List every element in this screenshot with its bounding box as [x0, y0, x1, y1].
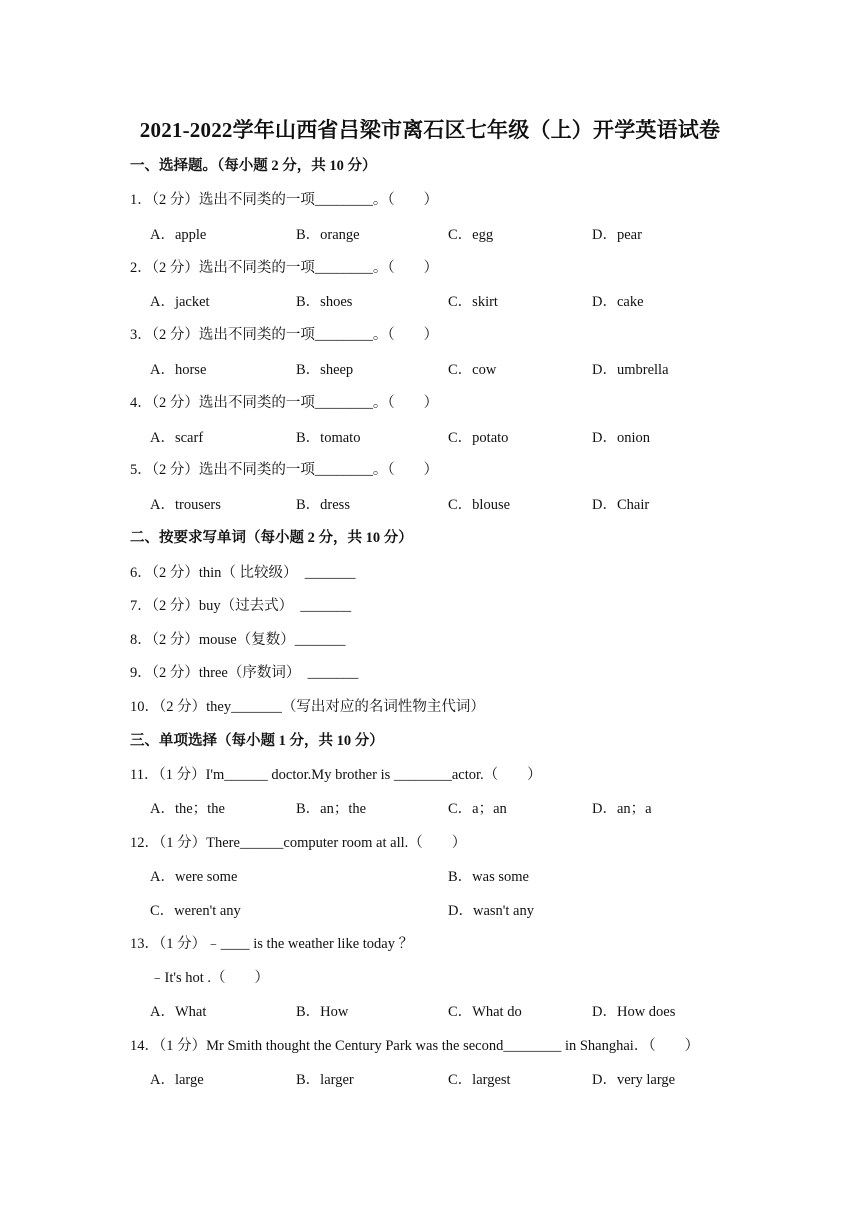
option-1a: A．apple: [150, 227, 207, 243]
option-12c: C．weren't any: [150, 903, 241, 919]
option-13b: B．How: [296, 1004, 349, 1020]
question-11: 11．（1 分）I'm______ doctor.My brother is ________actor.（ ）: [130, 767, 542, 783]
option-14b: B．larger: [296, 1072, 354, 1088]
question-8: 8．（2 分）mouse（复数）_______: [130, 632, 346, 648]
question-3: 3．（2 分）选出不同类的一项________。（ ）: [130, 327, 439, 343]
option-13d: D．How does: [592, 1004, 676, 1020]
option-12d: D．wasn't any: [448, 903, 534, 919]
option-5c: C．blouse: [448, 497, 511, 513]
option-11d: D．an；a: [592, 801, 652, 817]
question-13: 13．（1 分）﹣____ is the weather like today ？: [130, 936, 414, 952]
option-11b: B．an；the: [296, 801, 367, 817]
question-10: 10．（2 分）they_______（写出对应的名词性物主代词）: [130, 699, 485, 715]
option-12a: A．were some: [150, 869, 238, 885]
option-2d: D．cake: [592, 294, 644, 310]
option-1c: C．egg: [448, 227, 494, 243]
option-5d: D．Chair: [592, 497, 650, 513]
option-2a: A．jacket: [150, 294, 210, 310]
question-9: 9．（2 分）three（序数词） _______: [130, 665, 359, 681]
option-2c: C．skirt: [448, 294, 498, 310]
option-4c: C．potato: [448, 430, 509, 446]
section-heading-3: 三、单项选择（每小题 1 分，共 10 分）: [130, 733, 384, 749]
option-1d: D．pear: [592, 227, 642, 243]
question-5: 5．（2 分）选出不同类的一项________。（ ）: [130, 462, 439, 478]
option-13c: C．What do: [448, 1004, 522, 1020]
section-heading-1: 一、选择题。（每小题 2 分，共 10 分）: [130, 158, 377, 174]
page-title: 2021-2022学年山西省吕梁市离石区七年级（上）开学英语试卷: [139, 118, 721, 142]
option-14c: C．largest: [448, 1072, 511, 1088]
option-3c: C．cow: [448, 362, 497, 378]
option-3a: A．horse: [150, 362, 207, 378]
option-1b: B．orange: [296, 227, 360, 243]
option-5a: A．trousers: [150, 497, 221, 513]
option-4a: A．scarf: [150, 430, 204, 446]
option-11a: A．the；the: [150, 801, 225, 817]
option-12b: B．was some: [448, 869, 529, 885]
option-2b: B．shoes: [296, 294, 353, 310]
option-11c: C．a；an: [448, 801, 507, 817]
question-2: 2．（2 分）选出不同类的一项________。（ ）: [130, 260, 439, 276]
question-6: 6．（2 分）thin（ 比较级） _______: [130, 565, 356, 581]
section-heading-2: 二、按要求写单词（每小题 2 分，共 10 分）: [130, 530, 413, 546]
question-13-reply: ﹣It's hot .（ ）: [150, 970, 270, 986]
option-14d: D．very large: [592, 1072, 676, 1088]
option-13a: A．What: [150, 1004, 207, 1020]
question-12: 12．（1 分）There______computer room at all.（ ）: [130, 835, 467, 851]
option-3b: B．sheep: [296, 362, 354, 378]
question-14: 14．（1 分）Mr Smith thought the Century Park was the second________ in Shanghai．（ ）: [130, 1038, 700, 1054]
question-4: 4．（2 分）选出不同类的一项________。（ ）: [130, 395, 439, 411]
question-1: 1．（2 分）选出不同类的一项________。（ ）: [130, 192, 439, 208]
option-3d: D．umbrella: [592, 362, 669, 378]
option-5b: B．dress: [296, 497, 350, 513]
question-7: 7．（2 分）buy（过去式） _______: [130, 598, 352, 614]
option-4b: B．tomato: [296, 430, 361, 446]
option-14a: A．large: [150, 1072, 204, 1088]
option-4d: D．onion: [592, 430, 650, 446]
